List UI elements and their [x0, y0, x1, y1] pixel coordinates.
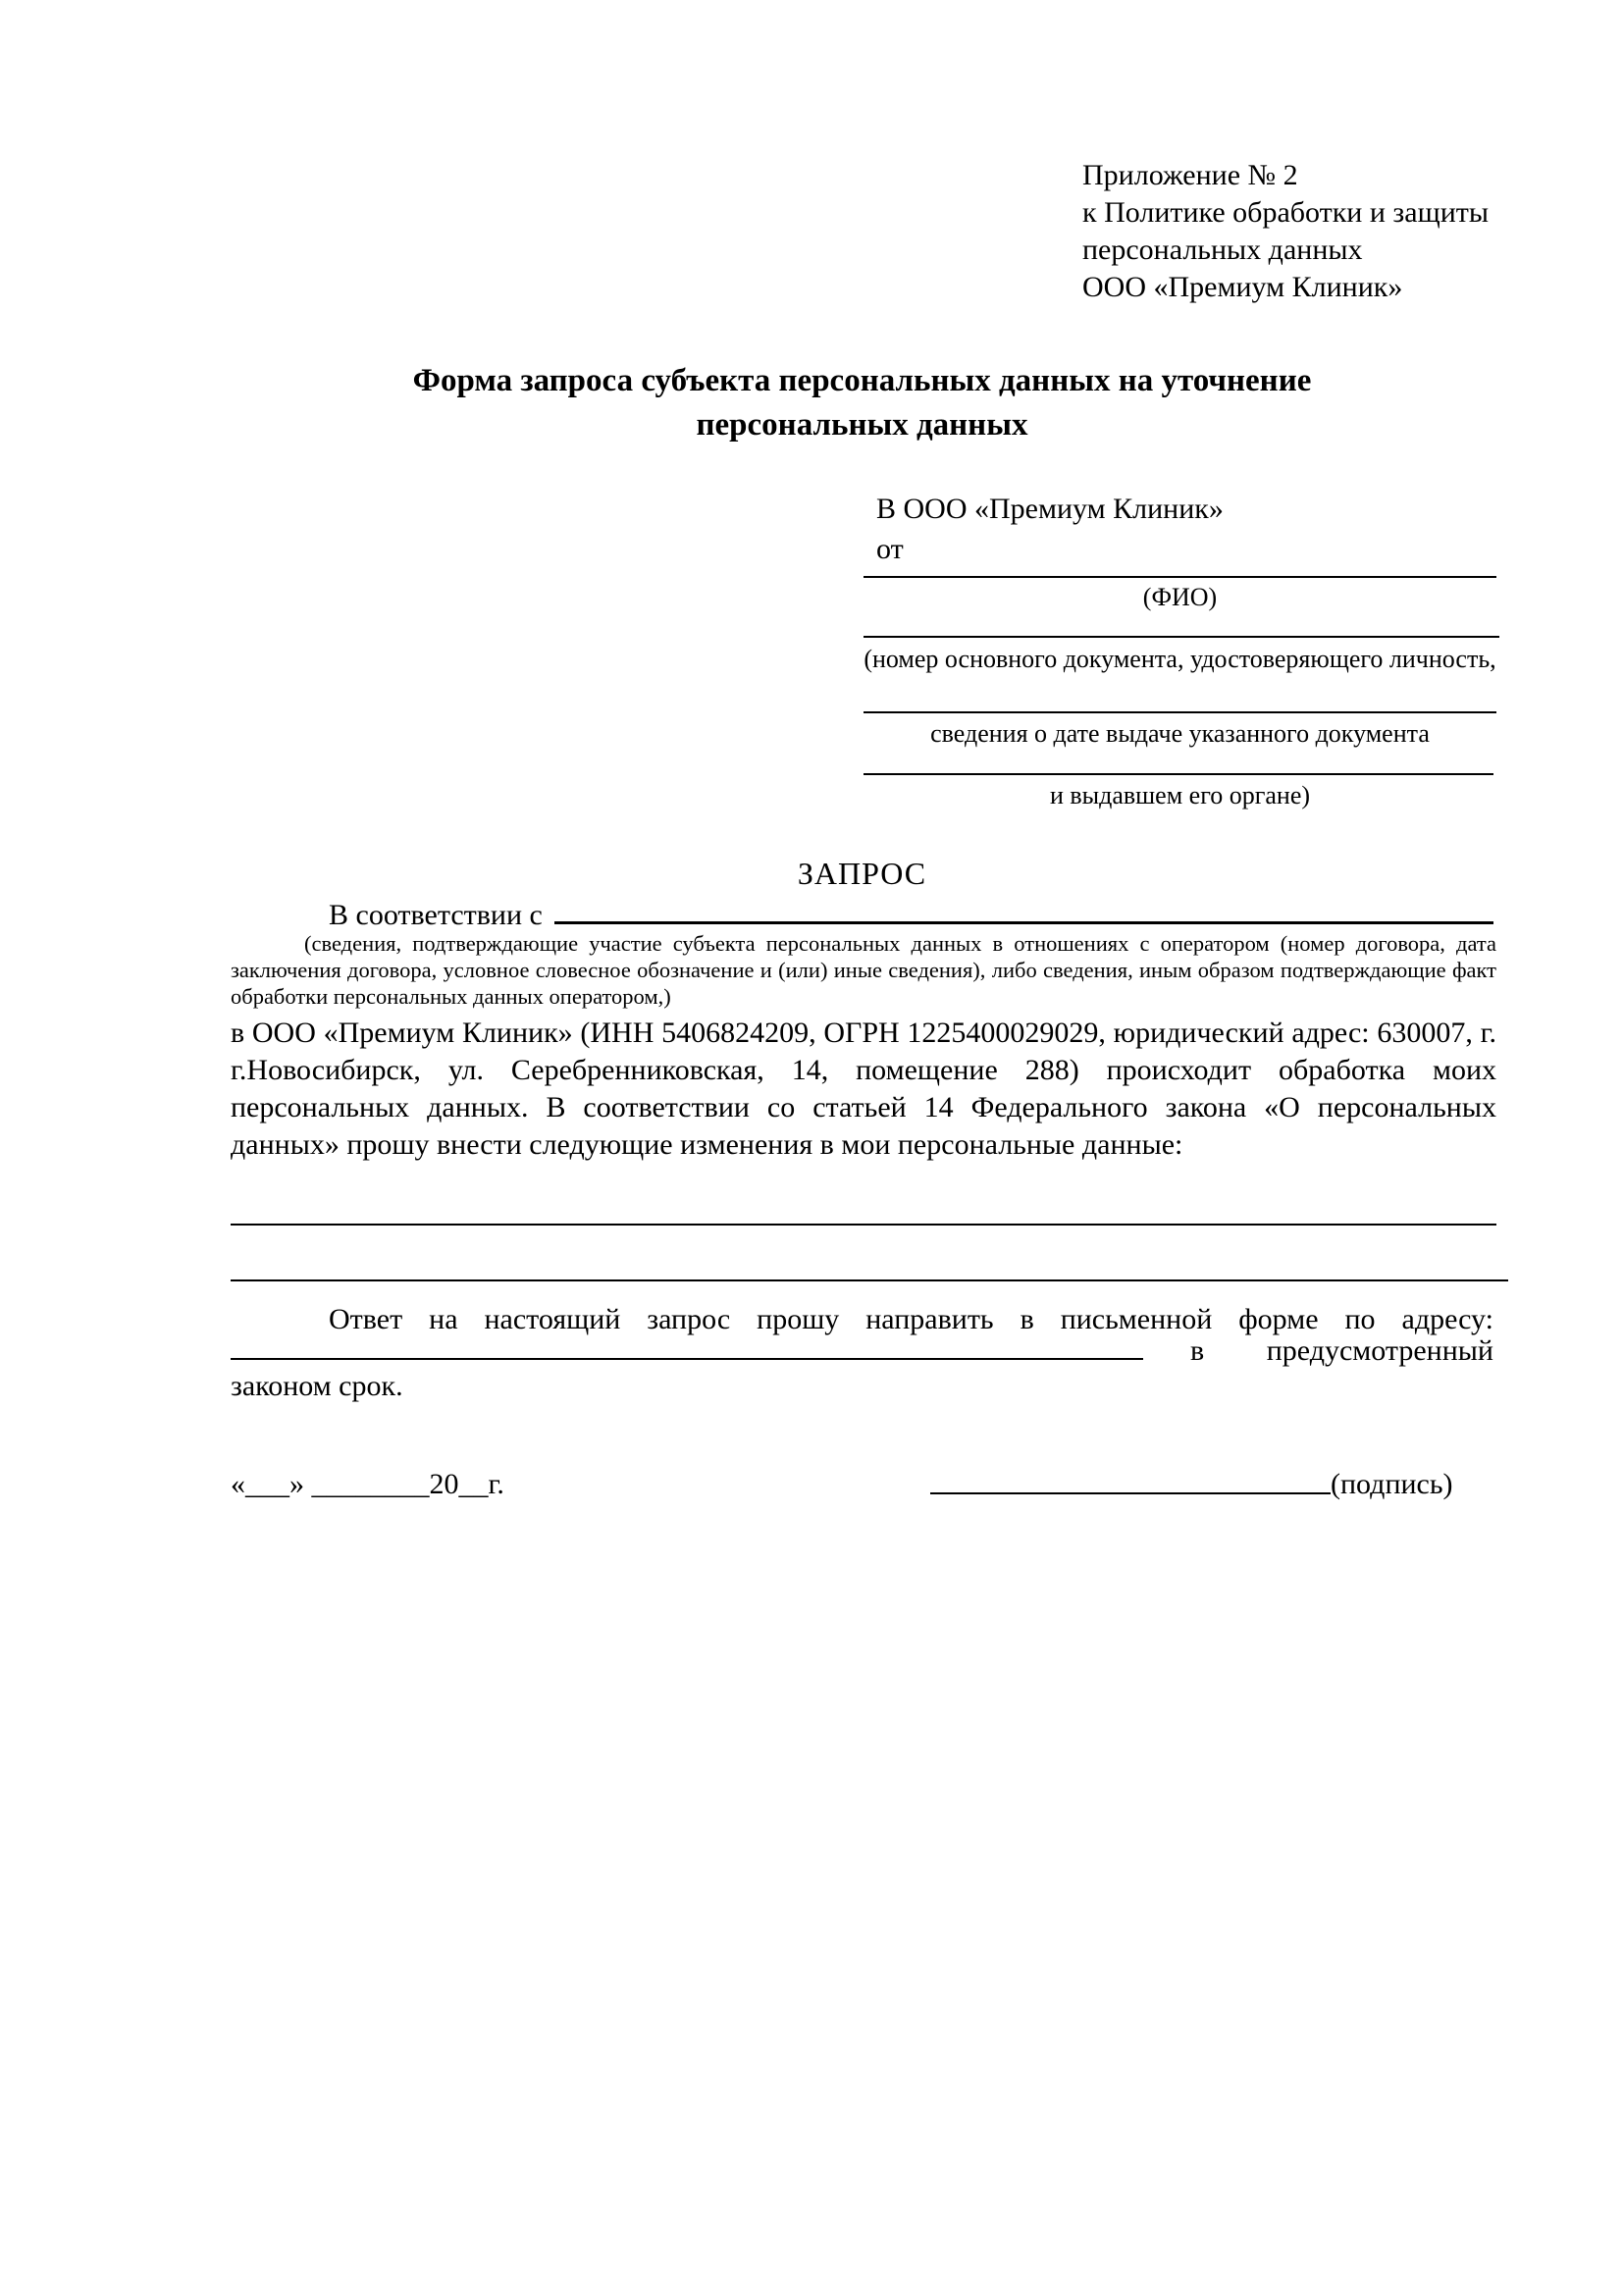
response-line3: законом срок.	[231, 1370, 403, 1402]
date-blank-line: «___» ________20__г.	[231, 1468, 504, 1500]
changes-blank-line-1	[231, 1224, 1496, 1226]
addressee-organization: В ООО «Премиум Клиник»	[876, 493, 1224, 525]
response-word-v: в	[1190, 1334, 1205, 1367]
request-body-paragraph: в ООО «Премиум Клиник» (ИНН 5406824209, ОГРН 1225400029029, юридический адрес: 630007, г. г.Новосибирск, ул. Серебренниковская, 14, помещение 288) происходит обработка моих персональных данных. В соответствии со статьей 14 Федерального закона «О персональных данных» прошу внести следующие изменения в мои персональные данные:	[231, 1017, 1496, 1161]
issuing-authority-caption: и выдавшем его органе)	[1049, 781, 1311, 809]
explanatory-note: (сведения, подтверждающие участие субъекта персональных данных в отношениях с оператором (номер договора, дата заключения договора, условное словесное обозначение и (или) иные сведения), либо сведения, иным образом подтверждающие факт обработки персональных данных оператором,)	[231, 931, 1496, 1009]
intro-prefix: В соответствии с	[329, 899, 543, 931]
response-line1: Ответ на настоящий запрос прошу направить в письменной форме по адресу:	[329, 1303, 1493, 1335]
addressee-from-label: от	[876, 533, 904, 565]
intro-line	[231, 895, 1493, 934]
signature-blank-line	[930, 1492, 1331, 1494]
request-heading: ЗАПРОС	[797, 856, 927, 891]
changes-blank-line-2	[231, 1279, 1508, 1281]
document-title	[231, 359, 1493, 447]
document-number-blank-line	[864, 636, 1499, 638]
appendix-header-line: персональных данных	[1082, 234, 1363, 266]
appendix-header-line: Приложение № 2	[1082, 159, 1298, 191]
issue-date-blank-line	[864, 711, 1496, 713]
issuing-authority-blank-line	[864, 773, 1493, 775]
issue-date-caption: сведения о дате выдаче указанного документа	[930, 719, 1430, 748]
signature-caption: (подпись)	[1331, 1468, 1453, 1500]
document-number-caption: (номер основного документа, удостоверяющего личность,	[864, 645, 1496, 673]
address-blank-line	[231, 1327, 1143, 1360]
document-title-line2: персональных данных	[696, 407, 1028, 443]
appendix-header-line: ООО «Премиум Клиник»	[1082, 271, 1403, 303]
document-title-line1: Форма запроса субъекта персональных данных на уточнение	[412, 363, 1312, 398]
appendix-header-line: к Политике обработки и защиты	[1082, 196, 1490, 229]
fio-blank-line	[864, 576, 1496, 578]
response-word-predusmotrenny: предусмотренный	[1266, 1334, 1493, 1367]
fio-caption: (ФИО)	[1142, 583, 1218, 611]
appendix-header	[1082, 157, 1494, 306]
response-line2	[231, 1327, 1493, 1366]
intro-blank-line	[554, 895, 1493, 924]
